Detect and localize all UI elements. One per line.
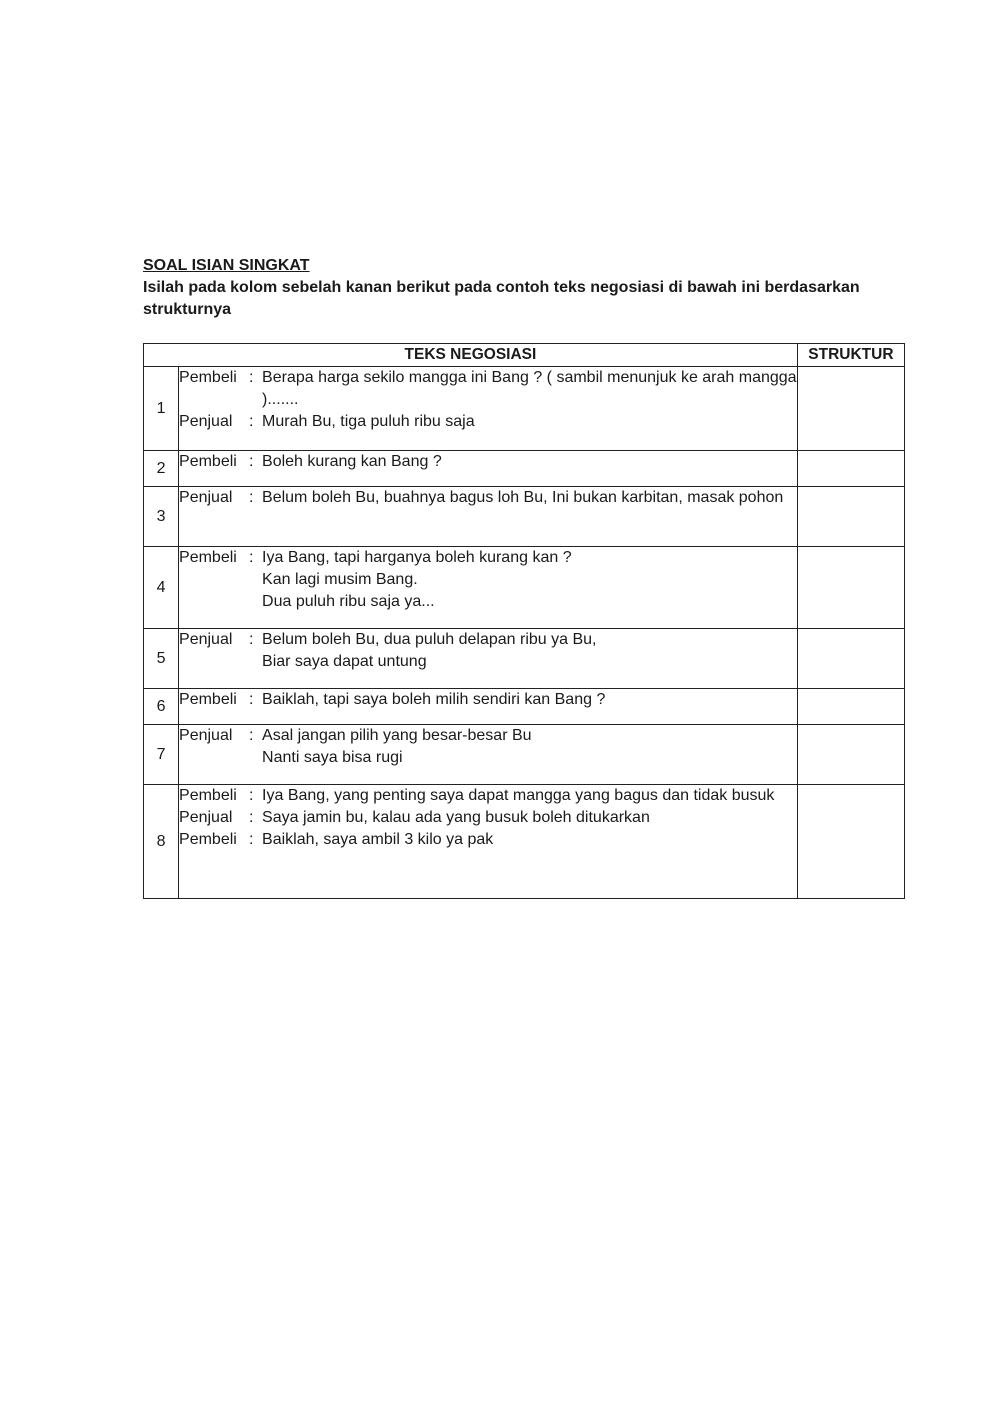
row-number: 6	[144, 689, 179, 725]
speaker-colon: :	[249, 727, 254, 744]
speaker-label: Penjual	[179, 727, 233, 744]
struktur-answer-cell[interactable]	[797, 689, 904, 725]
speaker-colon: :	[249, 413, 254, 430]
dialogue-cell	[179, 367, 798, 451]
utterance	[262, 725, 797, 769]
row-number: 4	[144, 547, 179, 629]
utterance	[262, 367, 797, 411]
utterance	[262, 807, 797, 829]
speaker-label: Pembeli	[179, 691, 237, 708]
table-row	[144, 629, 905, 689]
utterance-text: Asal jangan pilih yang besar-besar Bu	[262, 727, 532, 744]
utterance-text: Kan lagi musim Bang.	[262, 571, 418, 588]
dialogue-line	[179, 785, 797, 807]
struktur-answer-cell[interactable]	[797, 367, 904, 451]
table-row	[144, 547, 905, 629]
table-row	[144, 367, 905, 451]
dialogue-line	[179, 629, 797, 673]
utterance-text: Iya Bang, yang penting saya dapat mangga yang bagus dan tidak busuk	[262, 787, 775, 804]
speaker-colon: :	[249, 691, 254, 708]
row-number: 1	[144, 367, 179, 451]
utterance-text: Nanti saya bisa rugi	[262, 749, 403, 766]
dialogue-cell	[179, 629, 798, 689]
dialogue-cell	[179, 725, 798, 785]
struktur-answer-cell[interactable]	[797, 785, 904, 899]
row-number: 5	[144, 629, 179, 689]
utterance	[262, 411, 797, 433]
speaker-label: Penjual	[179, 413, 233, 430]
speaker-label: Pembeli	[179, 549, 237, 566]
utterance	[262, 487, 797, 509]
utterance-text: Biar saya dapat untung	[262, 653, 427, 670]
negotiation-table	[143, 343, 905, 899]
utterance	[262, 629, 797, 673]
dialogue-line	[179, 411, 797, 433]
table-row	[144, 487, 905, 547]
speaker-colon: :	[249, 787, 254, 804]
utterance-text: Iya Bang, tapi harganya boleh kurang kan ?	[262, 549, 572, 566]
dialogue-line	[179, 487, 797, 509]
dialogue-cell	[179, 487, 798, 547]
utterance-text: Belum boleh Bu, dua puluh delapan ribu ya Bu,	[262, 631, 597, 648]
speaker-colon: :	[249, 831, 254, 848]
dialogue-line	[179, 367, 797, 411]
speaker-label: Pembeli	[179, 831, 237, 848]
dialogue-line	[179, 725, 797, 769]
header-teks-negosiasi: TEKS NEGOSIASI	[144, 344, 798, 367]
utterance-text: Belum boleh Bu, buahnya bagus loh Bu, Ini bukan karbitan, masak pohon	[262, 489, 784, 506]
utterance	[262, 547, 797, 613]
utterance	[262, 785, 797, 807]
utterance-text: Dua puluh ribu saja ya...	[262, 593, 435, 610]
speaker-label: Pembeli	[179, 369, 237, 386]
struktur-answer-cell[interactable]	[797, 547, 904, 629]
dialogue-cell	[179, 785, 798, 899]
speaker-label: Penjual	[179, 809, 233, 826]
utterance-text: Saya jamin bu, kalau ada yang busuk boleh ditukarkan	[262, 809, 650, 826]
speaker-colon: :	[249, 369, 254, 386]
table-row	[144, 725, 905, 785]
dialogue-line	[179, 807, 797, 829]
dialogue-line	[179, 547, 797, 613]
header-struktur: STRUKTUR	[797, 344, 904, 367]
table-row	[144, 689, 905, 725]
struktur-answer-cell[interactable]	[797, 725, 904, 785]
row-number: 3	[144, 487, 179, 547]
utterance-text: Boleh kurang kan Bang ?	[262, 453, 442, 470]
dialogue-cell	[179, 547, 798, 629]
utterance-text: Murah Bu, tiga puluh ribu saja	[262, 413, 475, 430]
speaker-label: Pembeli	[179, 787, 237, 804]
dialogue-cell	[179, 689, 798, 725]
speaker-colon: :	[249, 549, 254, 566]
speaker-colon: :	[249, 489, 254, 506]
speaker-label: Pembeli	[179, 453, 237, 470]
row-number: 8	[144, 785, 179, 899]
dialogue-line	[179, 689, 797, 711]
dialogue-line	[179, 451, 797, 473]
speaker-label: Penjual	[179, 489, 233, 506]
worksheet-instruction: Isilah pada kolom sebelah kanan berikut pada contoh teks negosiasi di bawah ini berdasarkan strukturnya	[143, 279, 860, 318]
struktur-answer-cell[interactable]	[797, 487, 904, 547]
worksheet-heading	[143, 255, 903, 321]
table-row	[144, 451, 905, 487]
table-row	[144, 785, 905, 899]
struktur-answer-cell[interactable]	[797, 451, 904, 487]
utterance	[262, 451, 797, 473]
utterance	[262, 689, 797, 711]
utterance-text: Baiklah, tapi saya boleh milih sendiri kan Bang ?	[262, 691, 606, 708]
struktur-answer-cell[interactable]	[797, 629, 904, 689]
utterance-text: Berapa harga sekilo mangga ini Bang ? ( sambil menunjuk ke arah mangga ).......	[262, 369, 797, 408]
table-header-row	[144, 344, 905, 367]
utterance-text: Baiklah, saya ambil 3 kilo ya pak	[262, 831, 494, 848]
speaker-label: Penjual	[179, 631, 233, 648]
dialogue-cell	[179, 451, 798, 487]
dialogue-line	[179, 829, 797, 851]
speaker-colon: :	[249, 809, 254, 826]
utterance	[262, 829, 797, 851]
speaker-colon: :	[249, 631, 254, 648]
row-number: 2	[144, 451, 179, 487]
row-number: 7	[144, 725, 179, 785]
speaker-colon: :	[249, 453, 254, 470]
worksheet-title: SOAL ISIAN SINGKAT	[143, 257, 310, 274]
